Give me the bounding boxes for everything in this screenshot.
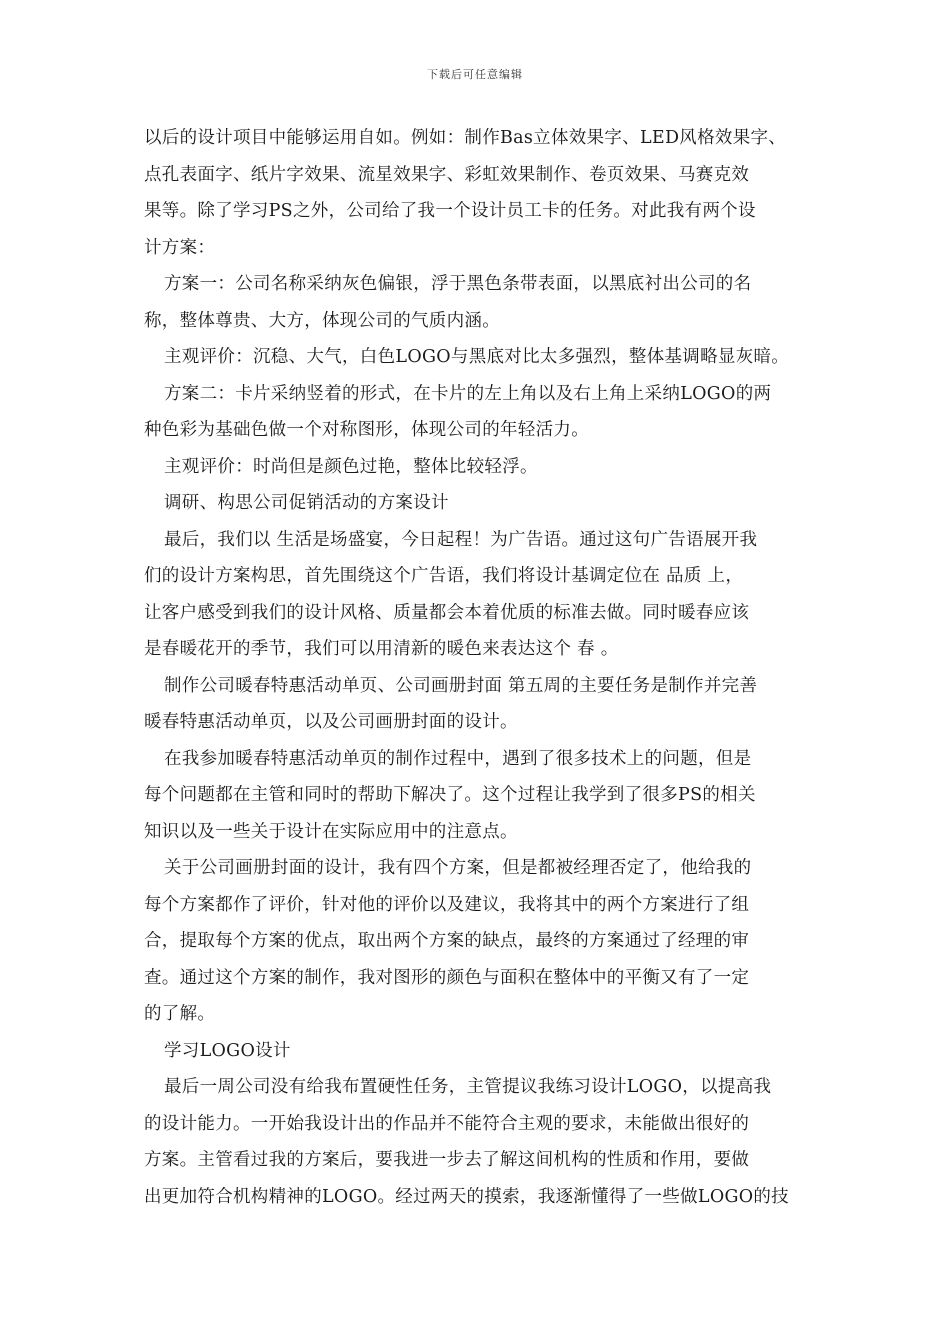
text-line: 以后的设计项目中能够运用自如。例如：制作Bas立体效果字、LED风格效果字、 [144, 128, 787, 148]
text-line: 暖春特惠活动单页，以及公司画册封面的设计。 [144, 712, 518, 732]
text-line: 最后，我们以 生活是场盛宴，今日起程！为广告语。通过这句广告语展开我 [164, 529, 758, 550]
text-line: 是春暖花开的季节，我们可以用清新的暖色来表达这个 春 。 [144, 639, 619, 659]
page-header-note: 下载后可任意编辑 [427, 68, 523, 81]
text-line: 合，提取每个方案的优点，取出两个方案的缺点，最终的方案通过了经理的审 [144, 931, 750, 951]
text-line: 每个问题都在主管和同时的帮助下解决了。这个过程让我学到了很多PS的相关 [144, 785, 756, 805]
text-line: 最后一周公司没有给我布置硬性任务，主管提议我练习设计LOGO，以提高我 [164, 1077, 772, 1097]
text-line: 方案二：卡片采纳竖着的形式，在卡片的左上角以及右上角上采纳LOGO的两 [164, 383, 772, 404]
text-line: 知识以及一些关于设计在实际应用中的注意点。 [144, 821, 518, 842]
text-line: 出更加符合机构精神的LOGO。经过两天的摸索，我逐渐懂得了一些做LOGO的技 [144, 1186, 789, 1207]
text-line: 称，整体尊贵、大方，体现公司的气质内涵。 [144, 310, 500, 331]
text-line: 点孔表面字、纸片字效果、流星效果字、彩虹效果制作、卷页效果、马赛克效 [144, 164, 750, 185]
text-line: 关于公司画册封面的设计，我有四个方案，但是都被经理否定了，他给我的 [164, 858, 752, 878]
document-body [144, 120, 816, 1215]
text-line: 种色彩为基础色做一个对称图形，体现公司的年轻活力。 [144, 420, 589, 440]
text-line: 们的设计方案构思，首先围绕这个广告语，我们将设计基调定位在 品质 上， [144, 566, 744, 586]
text-line: 果等。除了学习PS之外，公司给了我一个设计员工卡的任务。对此我有两个设 [144, 201, 756, 221]
text-line: 的了解。 [144, 1004, 216, 1024]
text-line: 查。通过这个方案的制作，我对图形的颜色与面积在整体中的平衡又有了一定 [144, 967, 750, 988]
text-line: 学习LOGO设计 [164, 1040, 291, 1061]
text-line: 计方案： [144, 237, 216, 258]
text-line: 在我参加暖春特惠活动单页的制作过程中，遇到了很多技术上的问题，但是 [164, 748, 752, 769]
text-line: 主观评价：沉稳、大气，白色LOGO与黑底对比太多强烈，整体基调略显灰暗。 [164, 347, 790, 367]
text-line: 方案。主管看过我的方案后，要我进一步去了解这间机构的性质和作用，要做 [144, 1150, 750, 1170]
text-line: 主观评价：时尚但是颜色过艳，整体比较轻浮。 [164, 456, 538, 477]
text-line: 方案一：公司名称采纳灰色偏银，浮于黑色条带表面，以黑底衬出公司的名 [164, 274, 752, 294]
text-line: 让客户感受到我们的设计风格、质量都会本着优质的标准去做。同时暖春应该 [144, 602, 750, 623]
text-line: 的设计能力。一开始我设计出的作品并不能符合主观的要求，未能做出很好的 [144, 1113, 750, 1134]
text-line: 每个方案都作了评价，针对他的评价以及建议，我将其中的两个方案进行了组 [144, 894, 750, 915]
text-line: 制作公司暖春特惠活动单页、公司画册封面 第五周的主要任务是制作并完善 [164, 675, 758, 696]
text-line: 调研、构思公司促销活动的方案设计 [164, 493, 449, 513]
